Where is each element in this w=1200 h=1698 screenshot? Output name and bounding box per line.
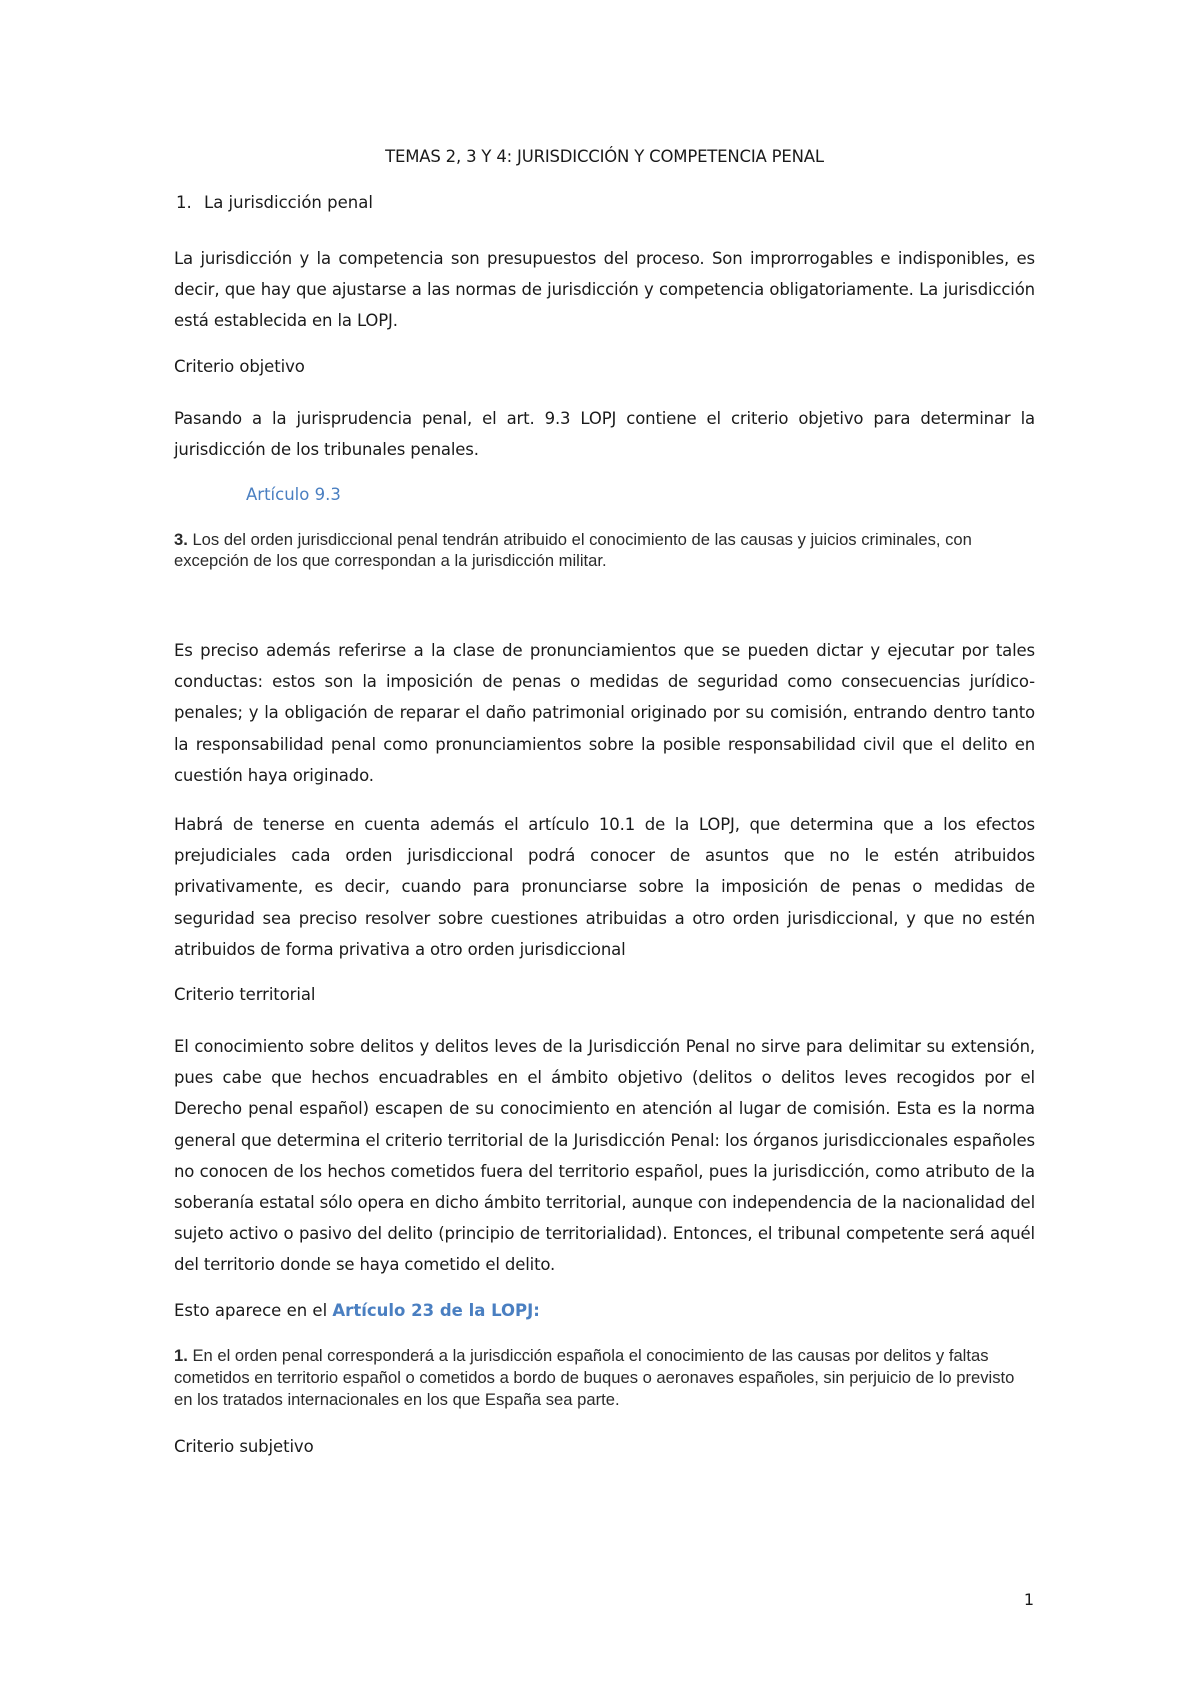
section-heading [174,191,1035,215]
section-number: 1. [176,193,192,212]
legal-quote-23 [174,1345,1035,1412]
criterio-objetivo-heading: Criterio objetivo [174,356,305,376]
page-number: 1 [1023,1590,1034,1609]
paragraph-territorial: El conocimiento sobre delitos y delitos leves de la Jurisdicción Penal no sirve para delimitar su extensión, pues cabe que hechos encuadrables en el ámbito objetivo (delitos o delitos leves recogidos por el Derecho penal español) escapen de su conocimiento en atención al lugar de comisión. Esta es la norma general que determina el criterio territorial de la Jurisdicción Penal: los órganos jurisdiccionales españoles no conocen de los hechos cometidos fuera del territorio español, pues la jurisdicción, como atributo de la soberanía estatal sólo opera en dicho ámbito territorial, aunque con independencia de la nacionalidad del sujeto activo o pasivo del delito (principio de territorialidad). Entonces, el tribunal competente será aquél del territorio donde se haya cometido el delito. [174,1037,1035,1275]
articulo-23-intro-text: Esto aparece en el [174,1300,333,1320]
paragraph-art-10-1: Habrá de tenerse en cuenta además el artículo 10.1 de la LOPJ, que determina que a los efectos prejudiciales cada orden jurisdiccional podrá conocer de asuntos que no le estén atribuidos privativamente, es decir, cuando para pronunciarse sobre la imposición de penas o medidas de seguridad sea preciso resolver sobre cuestiones atribuidas a otro orden jurisdiccional, y que no estén atribuidos de forma privativa a otro orden jurisdiccional [174,815,1035,959]
criterio-territorial-heading: Criterio territorial [174,985,316,1005]
section-label: La jurisdicción penal [204,193,373,212]
paragraph-pronunciamientos: Es preciso además referirse a la clase de pronunciamientos que se pueden dictar y ejecutar por tales conductas: estos son la imposición de penas o medidas de seguridad como consecuencias jurídico-penales; y la obligación de reparar el daño patrimonial originado por su comisión, entrando dentro tanto la responsabilidad penal como pronunciamientos sobre la posible responsabilidad civil que el delito en cuestión haya originado. [174,641,1035,785]
legal-quote-text: Los del orden jurisdiccional penal tendrán atribuido el conocimiento de las causas y juicios criminales, con excepción de los que correspondan a la jurisdicción militar. [174,530,972,571]
legal-quote-23-text: En el orden penal corresponderá a la jurisdicción española el conocimiento de las causas por delitos y faltas cometidos en territorio español o cometidos a bordo de buques o aeronaves españoles, sin perjuicio de lo previsto en los tratados internacionales en los que España sea parte. [174,1345,1015,1410]
document-content [174,145,1035,1483]
legal-quote-number: 3. [174,530,188,550]
legal-quote-9-3 [174,529,1035,571]
paragraph-art-9-3: Pasando a la jurisprudencia penal, el art. 9.3 LOPJ contiene el criterio objetivo para determinar la jurisdicción de los tribunales penales. [174,408,1035,459]
articulo-23-intro [174,1299,1035,1323]
legal-quote-23-number: 1. [174,1345,188,1365]
articulo-23-link[interactable]: Artículo 23 de la LOPJ: [332,1300,540,1320]
paragraph-intro: La jurisdicción y la competencia son presupuestos del proceso. Son improrrogables e indisponibles, es decir, que hay que ajustarse a las normas de jurisdicción y competencia obligatoriamente. La jurisdicción está establecida en la LOPJ. [174,249,1035,331]
articulo-9-3-link[interactable]: Artículo 9.3 [246,485,341,505]
criterio-subjetivo-heading: Criterio subjetivo [174,1437,314,1457]
document-title: TEMAS 2, 3 Y 4: JURISDICCIÓN Y COMPETENCIA PENAL [385,147,824,166]
